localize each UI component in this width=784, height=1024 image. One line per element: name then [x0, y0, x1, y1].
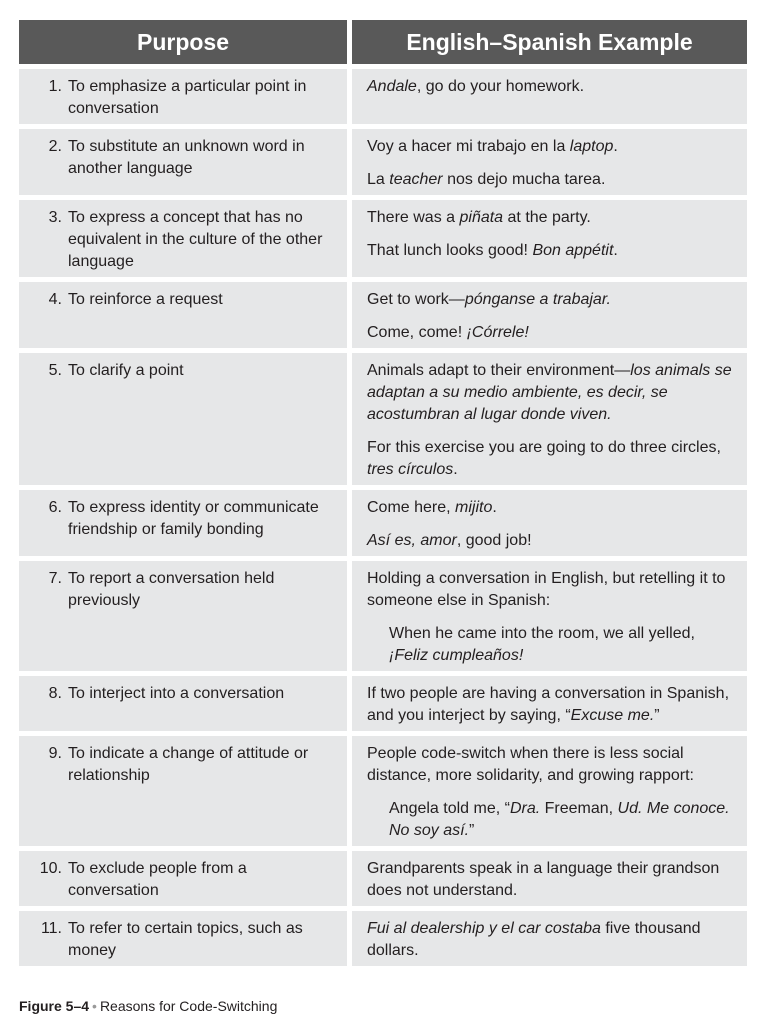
- example-text: Come here,: [367, 499, 456, 516]
- example-cell: [352, 282, 747, 348]
- example-text: La: [367, 171, 390, 188]
- example-paragraph: [367, 322, 737, 344]
- example-cell: [352, 561, 747, 671]
- example-text: Voy a hacer mi trabajo en la: [367, 138, 570, 155]
- example-paragraph: [367, 207, 737, 229]
- table-row: [19, 282, 747, 348]
- example-italic-text: Así es, amor: [367, 532, 457, 549]
- example-paragraph: [367, 568, 737, 612]
- purpose-cell: [19, 676, 347, 731]
- row-number: 5.: [48, 362, 62, 379]
- example-text: Animals adapt to their environment—: [367, 362, 631, 379]
- example-text: .: [492, 499, 497, 516]
- example-italic-text: laptop: [569, 138, 614, 155]
- example-paragraph: [367, 743, 737, 787]
- example-italic-text: piñata: [459, 209, 504, 226]
- row-number: 1.: [48, 78, 62, 95]
- header-example: English–Spanish Example: [352, 20, 747, 64]
- row-number: 6.: [48, 499, 62, 516]
- example-italic-text: Ud. Me conoce. No soy así.: [389, 800, 730, 839]
- example-paragraph: [367, 683, 737, 727]
- row-number: 3.: [48, 209, 62, 226]
- example-italic-text: Bon appétit: [532, 242, 614, 259]
- example-italic-text: mijito: [455, 499, 493, 516]
- caption-separator: •: [92, 998, 97, 1014]
- table-row: [19, 129, 747, 195]
- purpose-cell: [19, 561, 347, 671]
- example-paragraph: [367, 240, 737, 262]
- row-number: 10.: [39, 860, 62, 877]
- example-cell: [352, 353, 747, 485]
- purpose-text: To express a concept that has no equivalent in the culture of the other language: [68, 209, 323, 270]
- purpose-cell: [19, 353, 347, 485]
- example-text: .: [613, 138, 618, 155]
- example-paragraph: [367, 289, 737, 311]
- example-text: nos dejo mucha tarea.: [442, 171, 606, 188]
- example-text: People code-switch when there is less social distance, more solidarity, and growing rapport:: [367, 745, 694, 784]
- example-italic-text: pónganse a trabajar.: [464, 291, 611, 308]
- purpose-cell: [19, 736, 347, 846]
- example-text: When he came into the room, we all yelled,: [389, 625, 695, 642]
- example-paragraph: [367, 136, 737, 158]
- example-paragraph: [367, 437, 737, 481]
- example-text: Get to work—: [367, 291, 465, 308]
- purpose-cell: [19, 851, 347, 906]
- example-italic-text: ¡Córrele!: [466, 324, 529, 341]
- purpose-cell: [19, 282, 347, 348]
- purpose-text: To interject into a conversation: [68, 685, 285, 702]
- row-number: 2.: [48, 138, 62, 155]
- example-text: If two people are having a conversation in Spanish, and you interject by saying, “: [367, 685, 730, 724]
- table-row: [19, 851, 747, 906]
- example-cell: [352, 200, 747, 277]
- purpose-cell: [19, 490, 347, 556]
- purpose-text: To reinforce a request: [68, 291, 223, 308]
- header-purpose: Purpose: [19, 20, 347, 64]
- example-text: Grandparents speak in a language their grandson does not understand.: [367, 860, 720, 899]
- example-italic-text: ¡Feliz cumpleaños!: [389, 647, 524, 664]
- purpose-text: To exclude people from a conversation: [68, 860, 247, 899]
- example-paragraph: [367, 497, 737, 519]
- table-row: [19, 911, 747, 966]
- figure-label: Figure 5–4: [19, 998, 90, 1014]
- purpose-text: To emphasize a particular point in conversation: [68, 78, 307, 117]
- example-paragraph: [367, 623, 737, 667]
- table-row: [19, 676, 747, 731]
- example-text: , good job!: [456, 532, 532, 549]
- purpose-text: To report a conversation held previously: [68, 570, 275, 609]
- example-cell: [352, 490, 747, 556]
- table-row: [19, 561, 747, 671]
- table-body: [19, 69, 747, 966]
- example-italic-text: tres círculos: [367, 461, 454, 478]
- example-italic-text: Dra.: [509, 800, 541, 817]
- figure-title: Reasons for Code-Switching: [99, 998, 278, 1014]
- example-paragraph: [367, 918, 737, 962]
- row-number: 9.: [48, 745, 62, 762]
- example-italic-text: los animals se adaptan a su medio ambiente, es decir, se acostumbran al lugar donde viven.: [367, 362, 732, 423]
- row-number: 4.: [48, 291, 62, 308]
- example-text: , go do your homework.: [416, 78, 585, 95]
- example-paragraph: [367, 530, 737, 552]
- purpose-text: To substitute an unknown word in another language: [68, 138, 305, 177]
- purpose-text: To refer to certain topics, such as money: [68, 920, 303, 959]
- purpose-text: To express identity or communicate friendship or family bonding: [68, 499, 319, 538]
- example-text: ”: [654, 707, 660, 724]
- table-row: [19, 69, 747, 124]
- table-row: [19, 200, 747, 277]
- example-text: .: [453, 461, 458, 478]
- example-text: That lunch looks good!: [367, 242, 533, 259]
- example-text: five thousand dollars.: [367, 920, 701, 959]
- row-number: 11.: [40, 920, 62, 937]
- example-text: Angela told me, “: [389, 800, 510, 817]
- table-row: [19, 490, 747, 556]
- example-text: at the party.: [503, 209, 591, 226]
- row-number: 7.: [48, 570, 62, 587]
- purpose-cell: [19, 200, 347, 277]
- purpose-text: To indicate a change of attitude or relationship: [68, 745, 309, 784]
- example-italic-text: Excuse me.: [570, 707, 655, 724]
- example-paragraph: [367, 76, 737, 98]
- purpose-text: To clarify a point: [68, 362, 184, 379]
- purpose-cell: [19, 69, 347, 124]
- figure-caption: [19, 996, 277, 1016]
- example-cell: [352, 911, 747, 966]
- example-italic-text: teacher: [389, 171, 443, 188]
- example-paragraph: [367, 858, 737, 902]
- example-italic-text: Fui al dealership y el car costaba: [367, 920, 601, 937]
- example-italic-text: Andale: [367, 78, 417, 95]
- example-text: .: [613, 242, 618, 259]
- example-text: There was a: [367, 209, 460, 226]
- example-cell: [352, 851, 747, 906]
- example-paragraph: [367, 798, 737, 842]
- example-cell: [352, 69, 747, 124]
- example-text: Come, come!: [367, 324, 467, 341]
- example-cell: [352, 129, 747, 195]
- table-row: [19, 736, 747, 846]
- example-text: Freeman,: [540, 800, 618, 817]
- example-text: For this exercise you are going to do three circles,: [367, 439, 721, 456]
- table-row: [19, 353, 747, 485]
- example-paragraph: [367, 360, 737, 426]
- purpose-cell: [19, 911, 347, 966]
- table-header: [19, 20, 747, 64]
- row-number: 8.: [48, 685, 62, 702]
- example-text: ”: [469, 822, 475, 839]
- code-switching-table: [19, 20, 747, 971]
- example-text: Holding a conversation in English, but retelling it to someone else in Spanish:: [367, 570, 726, 609]
- example-cell: [352, 736, 747, 846]
- purpose-cell: [19, 129, 347, 195]
- example-cell: [352, 676, 747, 731]
- example-paragraph: [367, 169, 737, 191]
